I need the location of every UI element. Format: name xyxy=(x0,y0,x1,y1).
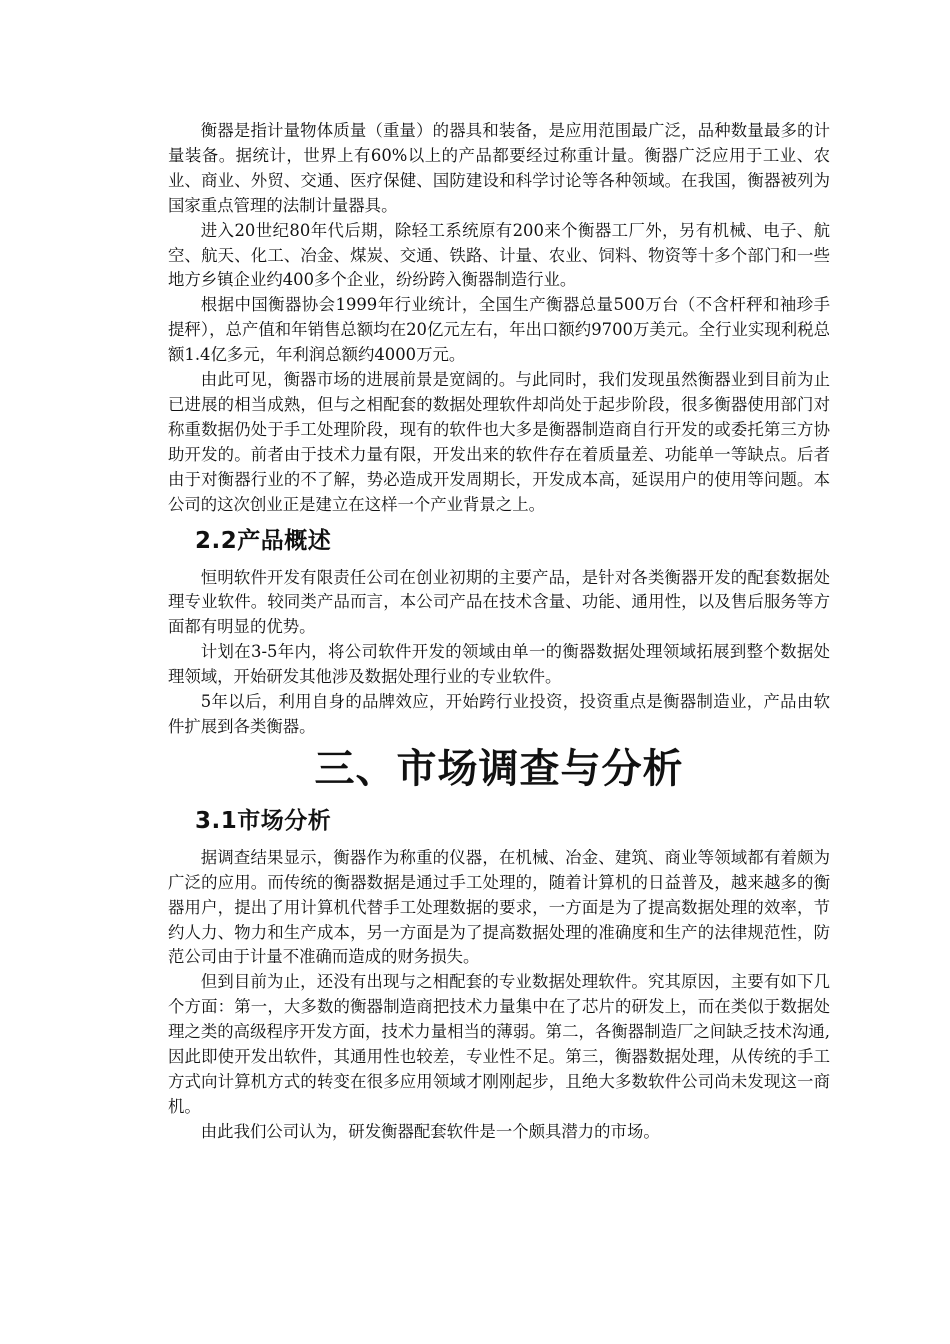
paragraph-industry-statistics: 根据中国衡器协会1999年行业统计，全国生产衡器总量500万台（不含杆秤和袖珍手提秤），总产值和年销售总额均在20亿元左右，年出口额约9700万美元。全行业实现利税总额1.4亿多元，年利润总额约4000万元。 xyxy=(168,295,830,365)
paragraph-main-product: 恒明软件开发有限责任公司在创业初期的主要产品，是针对各类衡器开发的配套数据处理专业软件。较同类产品而言，本公司产品在技术含量、功能、通用性，以及售后服务等方面都有明显的优势。 xyxy=(168,567,830,637)
section-heading-product-overview: 2.2产品概述 xyxy=(195,527,332,554)
chapter-heading-market-research: 三、市场调查与分析 xyxy=(314,745,684,792)
section-heading-market-analysis: 3.1市场分析 xyxy=(195,807,332,834)
paragraph-conclusion: 由此我们公司认为，研发衡器配套软件是一个颇具潜力的市场。 xyxy=(200,1121,660,1141)
document-body xyxy=(168,119,830,1145)
paragraph-three-to-five-year-plan: 计划在3-5年内，将公司软件开发的领域由单一的衡器数据处理领域拓展到整个数据处理领域，开始研发其他涉及数据处理行业的专业软件。 xyxy=(168,642,830,687)
paragraph-reasons: 但到目前为止，还没有出现与之相配套的专业数据处理软件。究其原因，主要有如下几个方面：第一，大多数的衡器制造商把技术力量集中在了芯片的研发上，而在类似于数据处理之类的高级程序开发方面，技术力量相当的薄弱。第二，各衡器制造厂之间缺乏技术沟通,因此即使开发出软件，其通用性也较差，专业性不足。第三，衡器数据处理，从传统的手工方式向计算机方式的转变在很多应用领域才刚刚起步，且绝大多数软件公司尚未发现这一商机。 xyxy=(168,972,830,1116)
paragraph-market-prospects: 由此可见，衡器市场的进展前景是宽阔的。与此同时，我们发现虽然衡器业到目前为止已进展的相当成熟，但与之相配套的数据处理软件却尚处于起步阶段，很多衡器使用部门对称重数据仍处于手工处理阶段，现有的软件也大多是衡器制造商自行开发的或委托第三方协助开发的。前者由于技术力量有限，开发出来的软件存在着质量差、功能单一等缺点。后者由于对衡器行业的不了解，势必造成开发周期长，开发成本高，延误用户的使用等问题。本公司的这次创业正是建立在这样一个产业背景之上。 xyxy=(168,370,830,514)
paragraph-industry-history: 进入20世纪80年代后期，除轻工系统原有200来个衡器工厂外，另有机械、电子、航空、航天、化工、冶金、煤炭、交通、铁路、计量、农业、饲料、物资等十多个部门和一些地方乡镇企业约400多个企业，纷纷跨入衡器制造行业。 xyxy=(168,220,830,290)
paragraph-survey-results: 据调查结果显示，衡器作为称重的仪器，在机械、冶金、建筑、商业等领域都有着颇为广泛的应用。而传统的衡器数据是通过手工处理的，随着计算机的日益普及，越来越多的衡器用户，提出了用计算机代替手工处理数据的要求，一方面是为了提高数据处理的效率，节约人力、物力和生产成本，另一方面是为了提高数据处理的准确度和生产的法律规范性，防范公司由于计量不准确而造成的财务损失。 xyxy=(168,847,830,967)
paragraph-five-year-plan: 5年以后，利用自身的品牌效应，开始跨行业投资，投资重点是衡器制造业，产品由软件扩展到各类衡器。 xyxy=(168,692,830,736)
paragraph-weighing-definition: 衡器是指计量物体质量（重量）的器具和装备，是应用范围最广泛，品种数量最多的计量装备。据统计，世界上有60%以上的产品都要经过称重计量。衡器广泛应用于工业、农业、商业、外贸、交通、医疗保健、国防建设和科学讨论等各种领域。在我国，衡器被列为国家重点管理的法制计量器具。 xyxy=(168,121,830,215)
